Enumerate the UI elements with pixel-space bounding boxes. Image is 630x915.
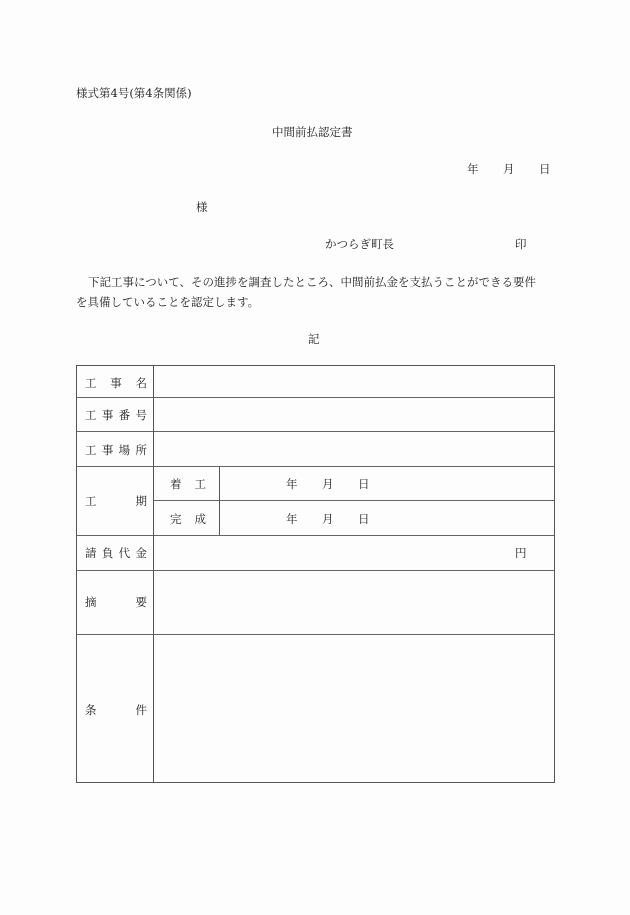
form-number: 様式第4号(第4条関係): [76, 86, 192, 100]
ki-label: 記: [308, 332, 320, 346]
details-table: 工 事 名 工 事 番 号 工 事 場 所 工 期 着 工 完 成 年 月 日 年 月 日 請 負 代 金 円 摘 要 条 件: [76, 365, 555, 783]
label-start: 着 工: [170, 477, 206, 491]
label-project-name: 工 事 名: [85, 376, 147, 390]
yen-unit: 円: [515, 546, 527, 560]
label-period: 工 期: [85, 494, 147, 508]
document-title: 中間前払認定書: [272, 125, 353, 139]
body-text-line1: 下記工事について、その進捗を調査したところ、中間前払金を支払うことができる要件: [88, 275, 537, 289]
label-conditions: 条 件: [85, 703, 147, 717]
issuer: かつらぎ町長: [325, 237, 394, 251]
label-complete: 完 成: [170, 512, 206, 526]
body-text-line2: を具備していることを認定します。: [76, 295, 260, 309]
addressee-suffix: 様: [196, 200, 208, 214]
label-summary: 摘 要: [85, 595, 147, 609]
label-project-number: 工 事 番 号: [85, 408, 147, 422]
seal-mark: 印: [515, 237, 527, 251]
label-contract-price: 請 負 代 金: [85, 546, 147, 560]
label-project-place: 工 事 場 所: [85, 443, 147, 457]
